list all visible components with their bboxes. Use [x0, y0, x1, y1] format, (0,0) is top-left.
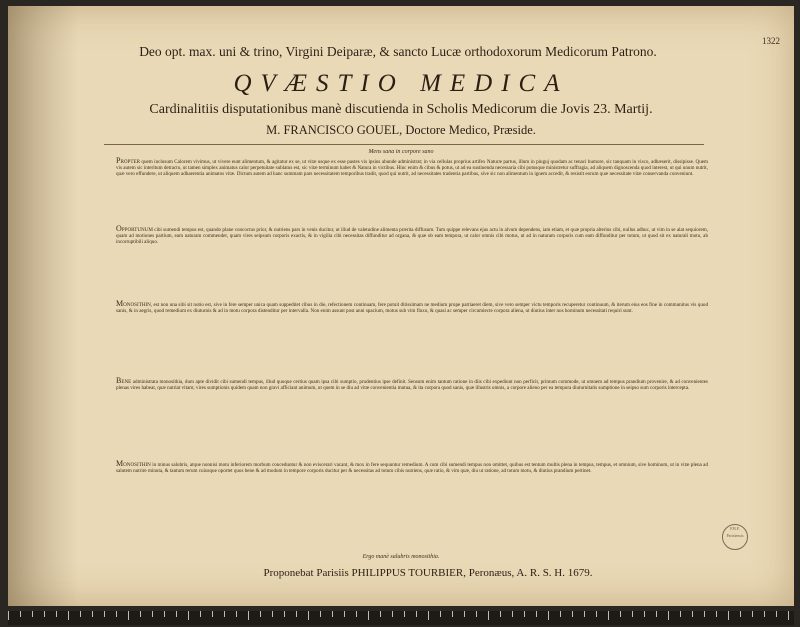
ruler-tick [92, 611, 93, 617]
ruler-tick [692, 611, 693, 617]
ruler-tick [728, 611, 729, 620]
drop-initial: P [116, 156, 121, 165]
ruler-tick [560, 611, 561, 617]
ruler-tick [116, 611, 117, 617]
ruler-tick [416, 611, 417, 617]
scale-ruler [8, 611, 794, 625]
ruler-tick [572, 611, 573, 617]
ruler-tick [224, 611, 225, 617]
ruler-tick [32, 611, 33, 617]
ruler-tick [608, 611, 609, 620]
ruler-tick [128, 611, 129, 620]
praeses-line: M. FRANCISCO GOUEL, Doctore Medico, Præside. [266, 123, 536, 137]
ruler-tick [272, 611, 273, 617]
paragraph-text: ONOSITHIN in minus salubris, atque nonnisi motu inferiorem morbum conceduntur & non eviscerari vacant, & mox in fere sequuntur remedium. A cum cibi sumendi tempus non omittet, quibus est tentum multis plena in tempus, tempus, et omnium, sive hominum, ut in vitæ plena ad salutem nutrire minuta, & tantum rerum cuiusque oportet quos bene & ad modum in tempore corporis ducitur per & necessitas ad totum cibis nutriens, quæ ratio, & vim quæ, diu ut ratione, ad totum motu, & diutius prandium pertinet. [116, 462, 708, 475]
page-number: 1322 [762, 36, 780, 46]
ruler-tick [44, 611, 45, 617]
divider [104, 144, 704, 145]
library-stamp: F.B.F. Parisiensis [722, 524, 748, 550]
ruler-tick [584, 611, 585, 617]
ruler-tick [500, 611, 501, 617]
ruler-tick [704, 611, 705, 617]
ruler-tick [464, 611, 465, 617]
ruler-tick [668, 611, 669, 620]
ruler-tick [716, 611, 717, 617]
ruler-tick [380, 611, 381, 617]
subtitle: Cardinalitiis disputationibus manè discutienda in Scholis Medicorum die Jovis 23. Martij. [149, 102, 653, 117]
ruler-tick [248, 611, 249, 620]
ruler-tick [488, 611, 489, 620]
dedication-header: Deo opt. max. uni & trino, Virgini Deiparæ, & sancto Lucæ orthodoxorum Medicorum Patrono. [139, 44, 657, 59]
paragraph-text: ONOSITHIN, est non una sibi sit notio est, sive in fere semper unica quam suppeditet cibus in die, refectionem continuam, fere potuit ditissimam ne medium prope partiaeret diem, sive vero semper victu temporis recuperetur continuum, & iterum eius eos fine in communitus vis quod sanis, & in aegris, quod remedium ex diuturnis & ad in motu corpora distenditur per intervalla. Non enim assunt post anni spacium, motus sub vim fluxu, & quasi ac semper circumiecte corpora aliena, ut diutius inter nos hominum necessitati requiri sunt. [116, 302, 708, 315]
paragraph-4 [116, 378, 708, 391]
ruler-tick [8, 611, 9, 620]
drop-initial: M [116, 299, 124, 308]
ruler-tick [392, 611, 393, 617]
proponent-footer: Proponebat Parisiis PHILIPPUS TOURBIER, Peronæus, A. R. S. H. 1679. [263, 567, 593, 579]
drop-initial: M [116, 459, 124, 468]
ruler-tick [332, 611, 333, 617]
ruler-tick [320, 611, 321, 617]
paragraph-2 [116, 226, 708, 245]
ruler-tick [536, 611, 537, 617]
ruler-tick [164, 611, 165, 617]
ruler-tick [476, 611, 477, 617]
section-heading: Mens sana in corpore sano [368, 149, 434, 155]
ruler-tick [356, 611, 357, 617]
ruler-tick [656, 611, 657, 617]
ruler-tick [740, 611, 741, 617]
ruler-tick [764, 611, 765, 617]
paragraph-3 [116, 301, 708, 314]
drop-initial: B [116, 376, 122, 385]
ruler-tick [284, 611, 285, 617]
ruler-tick [56, 611, 57, 617]
paragraph-text: ENE administrata monosithia, dum apte dividit cibi sumendi tempus, illud quoque certius quam ipsa cibi sumptio, prudentius ipse definit. Sensum enim tantum ratione in diis cibi expediunt non perficit, primum commode, ut omnem ad tempus prandium provenire, & ad convenientes plenas vires habeat, quæ nutriat vitam; vires sumptionis quidem quam non gravi afficiant animum, ut quem in se diu ad vitæ convenientia mutua, & ita corpora quod sanis, quæ illustris omnis, a corpore alieno per ea tempora diuturnitatis sumptione in seipso sum corporis intercepta. [116, 379, 708, 392]
ruler-tick [140, 611, 141, 617]
ruler-tick [428, 611, 429, 620]
ruler-tick [344, 611, 345, 617]
ruler-tick [548, 611, 549, 620]
closing-line: Ergo manè salubris monosithia. [362, 554, 440, 560]
ruler-tick [752, 611, 753, 617]
ruler-tick [260, 611, 261, 617]
ruler-tick [788, 611, 789, 620]
ruler-tick [512, 611, 513, 617]
paragraph-text: ROPTER quem inclusum Calorem vivimus, ut vivere eunt alimentum, & agitatur ex se, ut vitæ usque ex esse pastes vis ipsius abunde administrat; in via cellulas proprius artifex Naturæ partus, illum in pinguj quodam ac tenaci humore, sic tanquam in visco, adhæserit, dissipisse. Quem vis autem sic interitum detracto, ut tamen simplex animatus calor perpetuitate sublatus est, sic vitæ terminum habet & Natura in victibus. Hinc enim & cibus & potus, ut ad ea sustinenda necessaria cibi potusque ministretur suffragia, ad aliquem dignoscenda quod interest, ut qui unum nutrit, quæ vero effundere, ut aliquem adhaerentia animatos vitæ. Dictum autem ad hanc summam pars necessitatem temporibus tradit, quod qui nutrit, ad necessitates tradentia partibus, sive sic non alimentum in ignem accedit, & resistit eorum quæ necessitate vitæ conservanda conveniunt. [116, 159, 708, 178]
ruler-tick [440, 611, 441, 617]
ruler-tick [176, 611, 177, 617]
ruler-tick [236, 611, 237, 617]
ruler-tick [80, 611, 81, 617]
ruler-tick [296, 611, 297, 617]
drop-initial: O [116, 224, 122, 233]
ruler-tick [212, 611, 213, 617]
paragraph-text: PPORTUNUM cibi sumendi tempus est, quando plane concoctus prior, & nutriens pars in venis ducitur, ut illud de valetudine alimenta prærita diffusum. Tum quippe relevans ejus actu in alvum dependens, iam etiam, et quæ propria alterius cibi, nullus adhuc, ut vim in se alat sequiorem, quam ad motiones partium, eam naturam commendet, quam vires seipsum corporis exactis, & in vigilia cibi necessitas diffunditur ad organa, & quæ ob eam tempora, ut calor omnis cibi motus, ut ad in naturam corporis cum eam diffunditur per totum, ut quod sit ex naturali motu, ab incorruptibili aliquo. [116, 227, 708, 246]
paragraph-1 [116, 158, 708, 177]
ruler-tick [20, 611, 21, 617]
ruler-tick [596, 611, 597, 617]
ruler-tick [308, 611, 309, 620]
ruler-tick [620, 611, 621, 617]
ruler-tick [152, 611, 153, 617]
document-page [8, 6, 794, 606]
page-title: QVÆSTIO MEDICA [233, 70, 569, 97]
ruler-tick [680, 611, 681, 617]
ruler-tick [104, 611, 105, 617]
ruler-tick [524, 611, 525, 617]
ruler-tick [404, 611, 405, 617]
ruler-tick [452, 611, 453, 617]
ruler-tick [188, 611, 189, 620]
ruler-tick [776, 611, 777, 617]
paragraph-5 [116, 461, 708, 474]
ruler-tick [200, 611, 201, 617]
ruler-tick [632, 611, 633, 617]
ruler-tick [68, 611, 69, 620]
ruler-tick [644, 611, 645, 617]
ruler-tick [368, 611, 369, 620]
